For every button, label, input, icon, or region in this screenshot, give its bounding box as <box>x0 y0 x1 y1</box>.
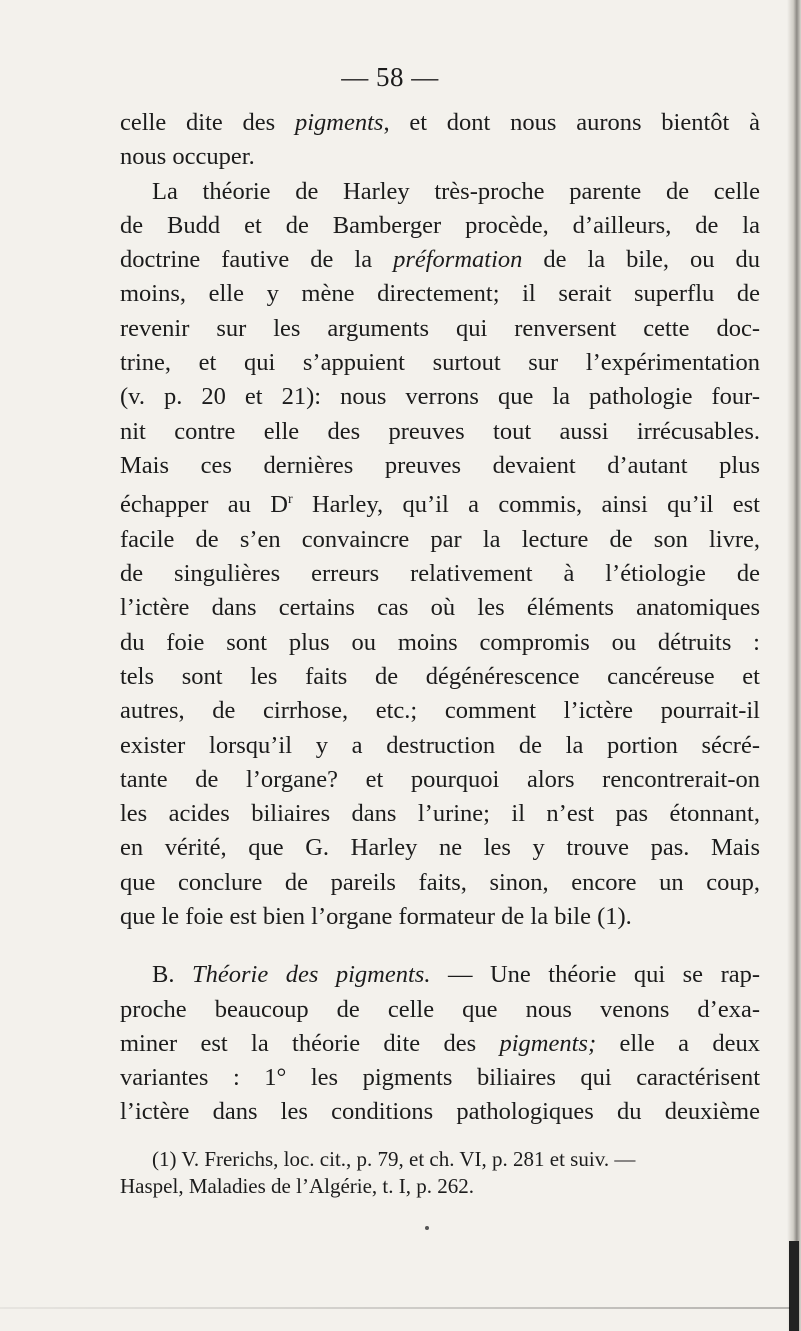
text-line: autres, de cirrhose, etc.; comment l’ictère pourrait-il <box>120 697 760 725</box>
text-line: du foie sont plus ou moins compromis ou détruits : <box>120 628 760 656</box>
text-line: moins, elle y mène directement; il serait superflu de <box>120 280 760 308</box>
text-line: variantes : 1° les pigments biliaires qui caractérisent <box>120 1064 760 1092</box>
text-line: celle dite des pigments, et dont nous aurons bientôt à <box>120 109 760 136</box>
page-number: — 58 — <box>341 62 439 92</box>
text-line: nit contre elle des preuves tout aussi irrécusables. <box>120 417 760 445</box>
text-line: trine, et qui s’appuient surtout sur l’expérimentation <box>120 349 760 377</box>
text-line: La théorie de Harley très-proche parente de celle <box>152 177 760 205</box>
text-line: en vérité, que G. Harley ne les y trouve pas. Mais <box>120 834 760 862</box>
paragraph-pigment-theory <box>120 958 760 1129</box>
text-line: (v. p. 20 et 21): nous verrons que la pathologie four- <box>120 383 760 411</box>
text-line: que le foie est bien l’organe formateur de la bile (1). <box>120 902 632 930</box>
text-line: échapper au $D^r$ Harley, qu’il a commis, ainsi qu’il est <box>120 491 760 519</box>
text-line: les acides biliaires dans l’urine; il n’est pas étonnant, <box>120 800 760 828</box>
text-line: de Budd et de Bamberger procède, d’ailleurs, de la <box>120 211 760 239</box>
text-line: que conclure de pareils faits, sinon, encore un coup, <box>120 868 760 896</box>
body-text <box>120 106 760 1200</box>
ink-speck <box>425 1226 429 1230</box>
text-line: Mais ces dernières preuves devaient d’autant plus <box>120 451 760 479</box>
bottom-edge-line <box>0 1307 790 1309</box>
footnote <box>120 1146 760 1200</box>
text-line: nous occuper. <box>120 143 255 171</box>
text-line: l’ictère dans certains cas où les éléments anatomiques <box>120 594 760 622</box>
text-line: de singulières erreurs relativement à l’étiologie de <box>120 560 760 588</box>
footnote-line: (1) V. Frerichs, loc. cit., p. 79, et ch. VI, p. 281 et suiv. — <box>152 1146 636 1171</box>
footnote-line: Haspel, Maladies de l’Algérie, t. I, p. 262. <box>120 1173 474 1198</box>
text-line: tante de l’organe? et pourquoi alors rencontrerait-on <box>120 765 760 793</box>
text-line: l’ictère dans les conditions pathologiques du deuxième <box>120 1098 760 1126</box>
paragraph-harley-theory <box>120 175 760 935</box>
text-line: revenir sur les arguments qui renversent cette doc- <box>120 314 760 342</box>
page-edge-binding <box>789 1241 799 1331</box>
text-line: miner est la théorie dite des pigments; elle a deux <box>120 1029 760 1057</box>
text-line: doctrine fautive de la préformation de la bile, ou du <box>120 246 760 274</box>
text-line: tels sont les faits de dégénérescence cancéreuse et <box>120 662 760 690</box>
section-heading-line: B. Théorie des pigments. — Une théorie qui se rap- <box>152 961 761 989</box>
text-line: proche beaucoup de celle que nous venons d’exa- <box>120 995 760 1023</box>
paragraph-continuation <box>120 106 760 175</box>
text-line: exister lorsqu’il y a destruction de la portion sécré- <box>120 731 760 759</box>
text-line: facile de s’en convaincre par la lecture de son livre, <box>120 525 760 553</box>
page-edge-shadow <box>787 0 801 1331</box>
